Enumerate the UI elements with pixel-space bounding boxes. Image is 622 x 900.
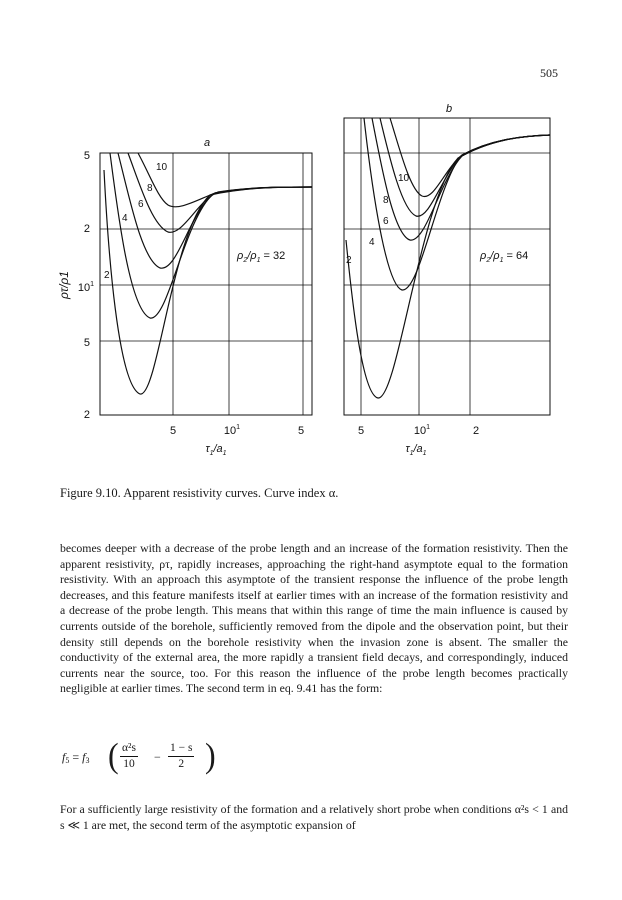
x-tick-label: 5: [357, 425, 365, 437]
curve-label: 8: [147, 183, 153, 194]
x-tick-label: 5: [169, 425, 177, 437]
eq-fraction-1: [120, 741, 138, 772]
eq-equals: =: [72, 750, 80, 764]
ratio-label-b: $\rho_2/\rho_1 = 64$: [480, 250, 529, 264]
paragraph-text: For a sufficiently large resistivity of the formation and a relatively short probe when conditions α²s < 1 and s ≪ 1 are met, the second term of the asymptotic expansion of: [60, 802, 568, 832]
panel-a: [100, 137, 312, 457]
curve-label: 2: [346, 255, 352, 266]
y-tick-label: 5: [83, 337, 90, 349]
eq-lhs: f: [62, 750, 66, 764]
panel-a-label: a: [204, 137, 211, 149]
x-tick-label: 2: [472, 425, 480, 437]
y-tick-label: 2: [83, 409, 90, 421]
curve-alpha-2: [346, 135, 550, 398]
paragraph-text: becomes deeper with a decrease of the probe length and an increase of the formation resistivity. Then the apparent resistivity, ρτ, rapidly increases, approaching the right-hand asymptote equal to the formation resistivity. With an approach this asymptote of the transient response the influence of the probe length decreases, and this feature manifests itself at earlier times with an increase of the formation resistivity and a decrease of the probe length. This means that within this range of time the main influence is caused by currents outside of the borehole, sufficiently removed from the dipole and the observation point, but their density still depends on the borehole resistivity when the invasion zone is absent. The smaller the conductivity of the external area, the more rapidly a transient field decays, and correspondingly, induced currents near the source, too. For this reason the influence of the probe length becomes practically negligible at earlier times. The second term in eq. 9.41 has the form:: [60, 541, 568, 696]
ratio-label-a: $\rho_2/\rho_1 = 32$: [237, 250, 286, 264]
page-number: 505: [540, 66, 558, 80]
figure-caption: Figure 9.10. Apparent resistivity curves. Curve index α.: [60, 486, 339, 500]
curve-label: 6: [383, 216, 389, 227]
x-axis-label-a: $\tau_1/a_1$: [205, 443, 227, 457]
y-tick-label: $10^1$: [77, 281, 94, 294]
eq-fraction-2: [168, 741, 194, 772]
paragraph: [60, 541, 568, 697]
paragraph: [60, 802, 568, 833]
eq-rhs: f: [82, 750, 86, 764]
panel-b: [344, 103, 550, 457]
curve-alpha-2: [104, 170, 312, 394]
eq-frac2-den: 2: [178, 758, 185, 770]
equation: [62, 735, 222, 778]
x-tick-label: 5: [297, 425, 305, 437]
eq-minus: −: [154, 750, 161, 764]
panel-b-label: b: [446, 103, 453, 115]
x-tick-label: $10^1$: [223, 424, 241, 437]
curve-label: 4: [369, 237, 375, 248]
eq-frac1-den: 10: [123, 758, 135, 770]
curve-label: 8: [383, 195, 389, 206]
eq-left-paren: (: [108, 735, 119, 775]
x-axis-label-b: $\tau_1/a_1$: [405, 443, 427, 457]
y-axis-label: ρτ/ρ1: [57, 271, 71, 299]
eq-lhs-sub: 5: [65, 756, 70, 765]
eq-frac2-num: 1 − s: [168, 741, 194, 757]
y-tick-label: 5: [83, 150, 90, 162]
curve-label: 2: [104, 270, 110, 281]
panel-b-frame: [344, 118, 550, 415]
curve-alpha-4: [364, 118, 550, 290]
eq-frac1-num: α²s: [120, 741, 138, 757]
curve-label: 10: [156, 162, 168, 173]
eq-right-paren: ): [205, 735, 216, 775]
eq-rhs-sub: 3: [85, 756, 90, 765]
curve-label: 10: [398, 173, 410, 184]
curve-label: 6: [138, 199, 144, 210]
curve-label: 4: [122, 213, 128, 224]
x-tick-label: $10^1$: [413, 424, 431, 437]
y-tick-label: 2: [83, 223, 90, 235]
